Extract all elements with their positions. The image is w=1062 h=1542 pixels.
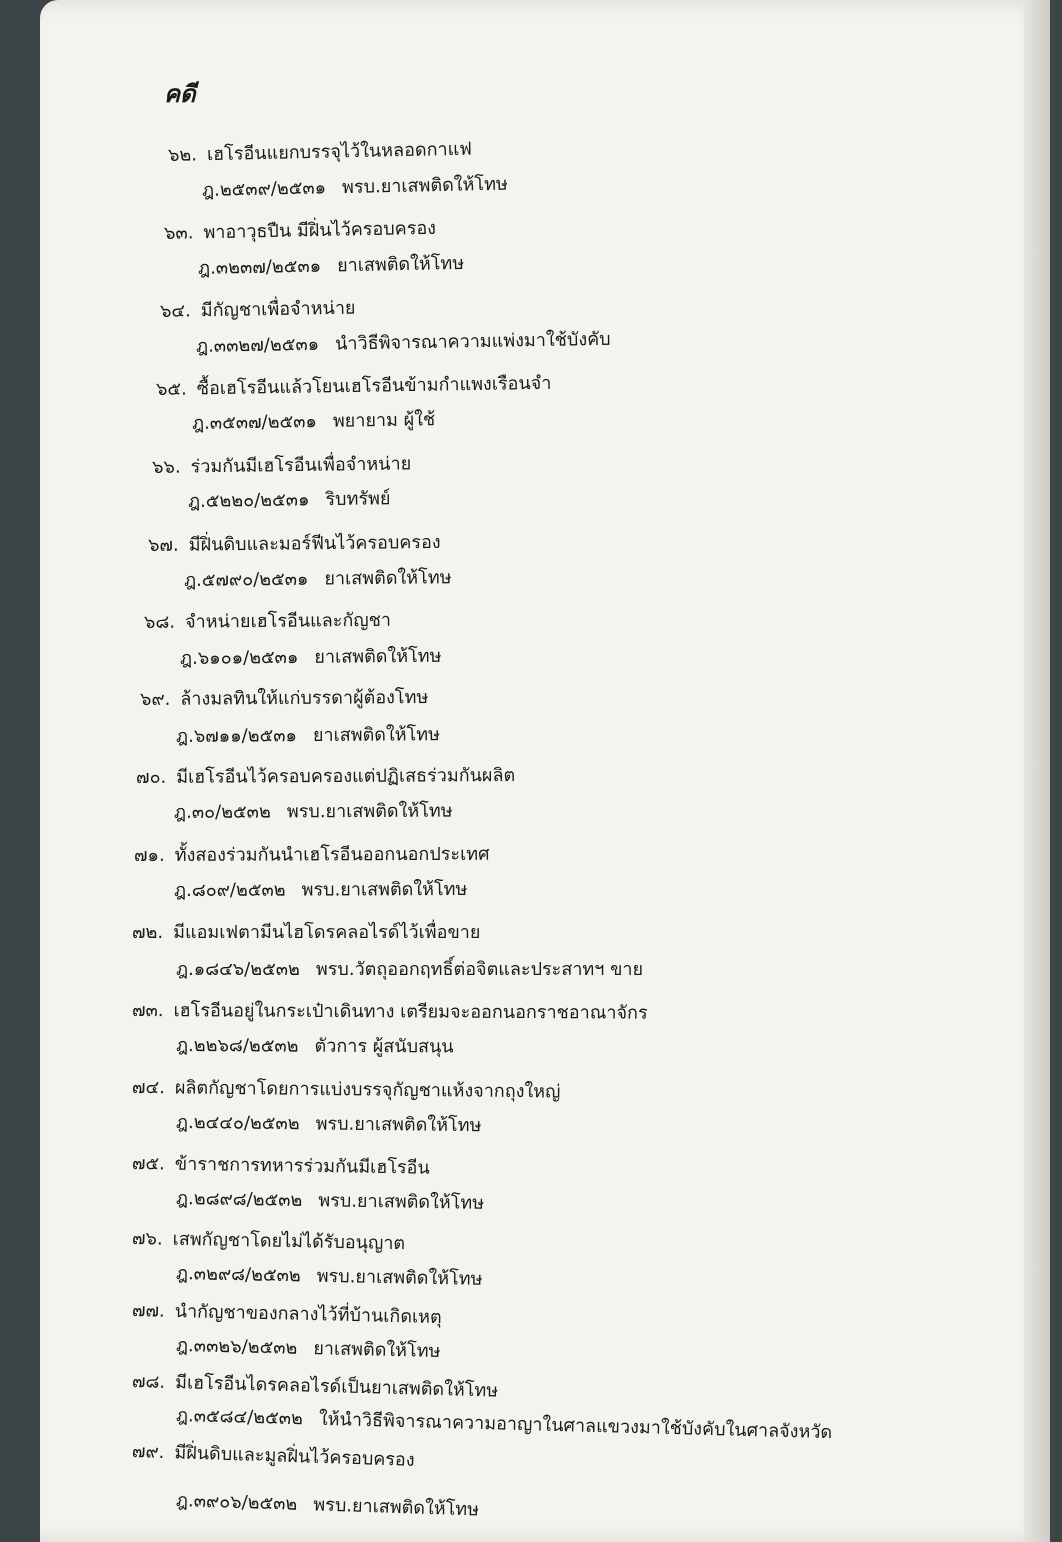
case-title-line — [132, 1148, 430, 1182]
case-reference-line — [176, 1330, 441, 1365]
case-number: ๗๔. — [131, 1077, 165, 1099]
case-title-line — [152, 448, 412, 481]
case-note: พรบ.ยาเสพติดให้โทษ — [286, 800, 453, 823]
case-title-line — [134, 839, 490, 869]
case-reference: ฎ.๕๗๙๐/๒๕๓๑ — [183, 568, 309, 591]
case-title: ข้าราชการทหารร่วมกันมีเฮโรอีน — [174, 1153, 430, 1179]
case-reference: ฎ.๓๕๓๗/๒๕๓๑ — [191, 411, 318, 434]
case-title: ร่วมกันมีเฮโรอีนเพื่อจำหน่าย — [190, 453, 412, 478]
case-reference-line — [176, 1183, 485, 1217]
case-reference: ฎ.๓๙๐๖/๒๕๓๒ — [175, 1490, 298, 1515]
case-number: ๗๙. — [131, 1441, 165, 1464]
case-reference-line — [180, 641, 442, 672]
case-note: ยาเสพติดให้โทษ — [336, 252, 465, 277]
case-reference: ฎ.๓๕๘๔/๒๕๓๒ — [175, 1405, 304, 1430]
case-reference: ฎ.๓๐/๒๕๓๒ — [173, 801, 271, 823]
case-title: มีเฮโรอีนไดรคลอไรด์เป็นยาเสพติดให้โทษ — [174, 1372, 499, 1402]
case-reference-line — [176, 1400, 833, 1446]
case-number: ๖๔. — [159, 300, 191, 322]
case-title-line — [132, 1223, 406, 1257]
document-page — [40, 0, 1050, 1542]
case-reference-line — [174, 796, 453, 826]
case-title: ล้างมลทินให้แก่บรรดาผู้ต้องโทษ — [180, 686, 429, 710]
case-reference-line — [176, 954, 643, 983]
case-reference-line — [184, 562, 452, 594]
case-number: ๗๒. — [132, 922, 164, 943]
case-reference-line — [176, 1258, 483, 1293]
case-title: มีกัญชาเพื่อจำหน่าย — [200, 297, 356, 322]
case-note: ยาเสพติดให้โทษ — [313, 1338, 441, 1362]
case-reference-line — [176, 1485, 480, 1524]
case-title-line — [168, 134, 473, 169]
case-title: ผลิตกัญชาโดยการแบ่งบรรจุกัญชาแห้งจากถุงใหญ่ — [174, 1077, 561, 1103]
case-title-line — [164, 213, 437, 247]
case-reference-line — [196, 324, 611, 360]
case-reference: ฎ.๓๒๙๘/๒๕๓๒ — [175, 1263, 301, 1287]
case-title-line — [132, 1366, 499, 1405]
case-note: พรบ.ยาเสพติดให้โทษ — [318, 1190, 485, 1214]
case-note: ยาเสพติดให้โทษ — [314, 645, 442, 668]
case-reference-line — [176, 1107, 482, 1139]
case-reference: ฎ.๒๒๖๘/๒๕๓๒ — [175, 1035, 299, 1057]
case-title: มีเฮโรอีนไว้ครอบครองแต่ปฏิเสธร่วมกันผลิต — [176, 765, 516, 788]
case-title: จำหน่ายเฮโรอีนและกัญชา — [184, 609, 392, 633]
case-note: ตัวการ ผู้สนับสนุน — [314, 1035, 454, 1058]
case-reference: ฎ.๒๕๓๙/๒๕๓๑ — [201, 177, 327, 201]
case-note: พรบ.ยาเสพติดให้โทษ — [313, 1494, 480, 1521]
case-title: ซื้อเฮโรอีนแล้วโยนเฮโรอีนข้ามกำแพงเรือนจำ — [196, 372, 552, 400]
book-spine-shadow — [1024, 0, 1050, 1542]
case-reference: ฎ.๘๐๙/๒๕๓๒ — [173, 879, 286, 901]
case-number: ๖๒. — [167, 144, 198, 166]
case-title-line — [160, 293, 356, 325]
case-note: พรบ.ยาเสพติดให้โทษ — [315, 1113, 482, 1137]
case-title-line — [144, 605, 391, 636]
case-reference: ฎ.๑๘๔๖/๒๕๓๒ — [176, 959, 300, 980]
case-number: ๗๗. — [131, 1300, 166, 1322]
case-reference-line — [174, 874, 467, 904]
case-note: พรบ.ยาเสพติดให้โทษ — [341, 173, 509, 199]
case-number: ๗๓. — [131, 1000, 164, 1022]
page-heading: คดี — [164, 80, 196, 108]
case-reference: ฎ.๓๓๒๗/๒๕๓๑ — [195, 333, 320, 357]
case-reference: ฎ.๖๑๐๑/๒๕๓๑ — [179, 646, 299, 669]
case-reference-line — [202, 169, 508, 204]
case-number: ๖๕. — [155, 378, 187, 400]
case-title-line — [132, 917, 480, 946]
case-title-line — [132, 995, 648, 1027]
case-title: เสพกัญชาโดยไม่ได้รับอนุญาต — [172, 1228, 406, 1255]
case-title-line — [156, 368, 552, 403]
case-reference-line — [188, 483, 391, 515]
case-title: เฮโรอีนแยกบรรจุไว้ในหลอดกาแฟ — [206, 138, 473, 166]
case-number: ๗๑. — [133, 844, 165, 866]
case-reference: ฎ.๒๔๔๐/๒๕๓๒ — [175, 1112, 300, 1135]
case-title: นำกัญชาของกลางไว้ที่บ้านเกิดเหตุ — [174, 1300, 442, 1329]
case-title: ทั้งสองร่วมกันนำเฮโรอีนออกนอกประเทศ — [174, 843, 490, 866]
case-reference: ฎ.๒๘๙๘/๒๕๓๒ — [175, 1188, 303, 1211]
case-title: เฮโรอีนอยู่ในกระเป๋าเดินทาง เตรียมจะออกนอกราชอาณาจักร — [173, 1000, 648, 1024]
case-number: ๖๗. — [147, 534, 179, 556]
case-number: ๖๙. — [139, 688, 171, 710]
case-note: พรบ.วัตถุออกฤทธิ์ต่อจิตและประสาทฯ ขาย — [315, 959, 644, 980]
case-title-line — [132, 1072, 561, 1105]
case-title: มีฝิ่นดิบและมอร์ฟีนไว้ครอบครอง — [188, 531, 441, 556]
case-note: พรบ.ยาเสพติดให้โทษ — [316, 1265, 483, 1290]
case-title: มีแอมเฟตามีนไฮโดรคลอไรด์ไว้เพื่อขาย — [173, 922, 481, 943]
case-note: ริบทรัพย์ — [325, 488, 391, 511]
case-number: ๗๐. — [135, 766, 167, 788]
case-note: ให้นำวิธีพิจารณาความอาญาในศาลแขวงมาใช้บังคับในศาลจังหวัด — [318, 1408, 833, 1444]
case-reference-line — [198, 248, 465, 282]
case-reference-line — [176, 719, 440, 750]
case-note: พยายาม ผู้ใช้ — [332, 409, 436, 432]
case-reference: ฎ.๓๓๒๖/๒๕๓๒ — [175, 1335, 298, 1359]
case-title-line — [132, 1295, 442, 1331]
case-title-line — [136, 760, 515, 791]
case-title: พาอาวุธปืน มีฝิ่นไว้ครอบครอง — [203, 217, 437, 244]
case-number: ๖๘. — [143, 611, 176, 633]
case-number: ๗๖. — [131, 1228, 163, 1250]
case-note: ยาเสพติดให้โทษ — [312, 724, 441, 747]
case-reference-line — [192, 404, 436, 437]
case-title-line — [132, 1436, 416, 1474]
case-reference: ฎ.๕๒๒๐/๒๕๓๑ — [187, 489, 310, 512]
case-reference-line — [176, 1030, 454, 1060]
case-title-line — [148, 527, 441, 559]
case-number: ๖๖. — [151, 456, 181, 478]
case-number: ๗๕. — [131, 1153, 166, 1175]
case-reference: ฎ.๓๒๓๗/๒๕๓๑ — [197, 255, 322, 279]
case-title: มีฝิ่นดิบและมูลฝิ่นไว้ครอบครอง — [174, 1442, 415, 1471]
case-note: ยาเสพติดให้โทษ — [324, 567, 452, 590]
case-number: ๖๓. — [163, 222, 194, 244]
case-note: นำวิธีพิจารณาความแพ่งมาใช้บังคับ — [334, 328, 611, 355]
case-reference: ฎ.๖๗๑๑/๒๕๓๑ — [175, 725, 297, 747]
case-number: ๗๘. — [131, 1371, 166, 1393]
case-note: พรบ.ยาเสพติดให้โทษ — [301, 878, 468, 901]
case-title-line — [140, 682, 428, 713]
